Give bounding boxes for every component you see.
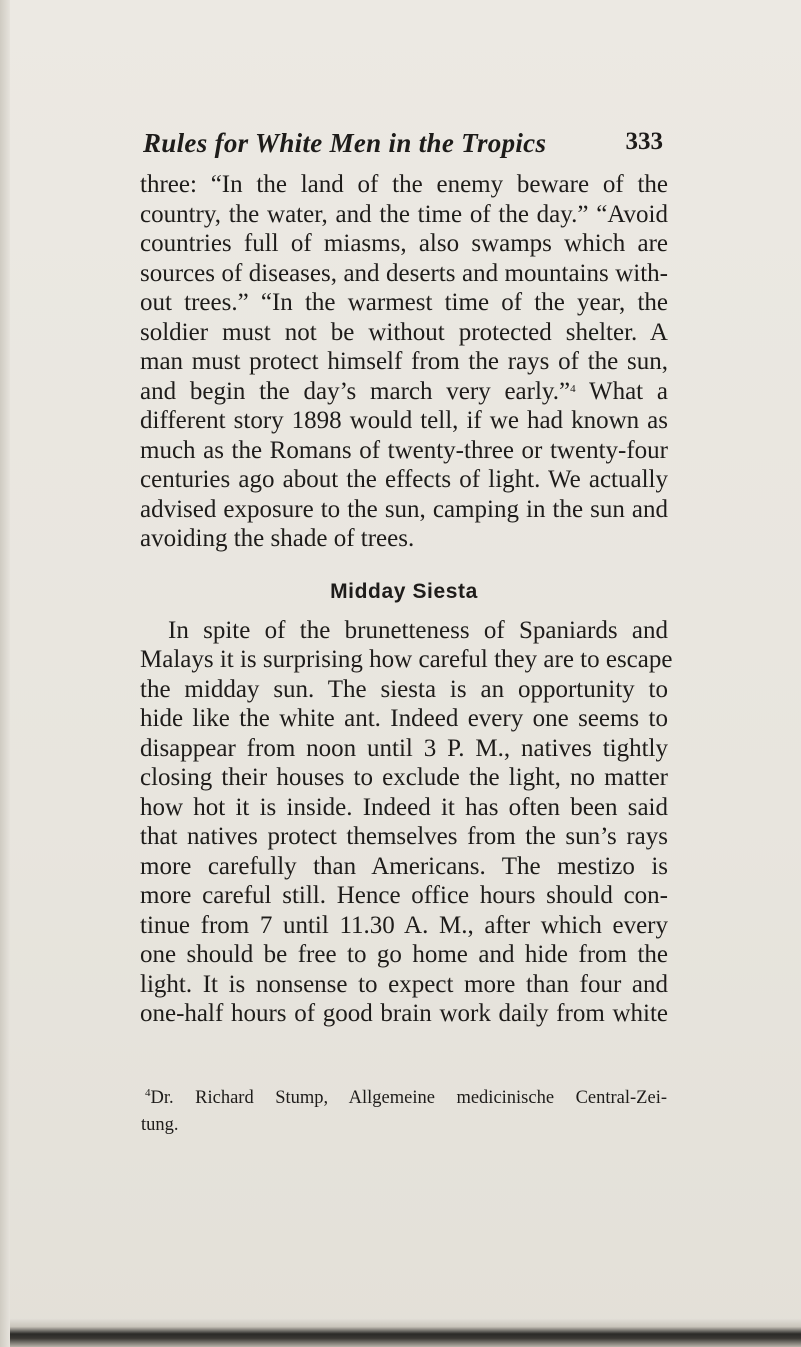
paragraph-line: one-half hours of good brain work daily from white: [140, 1000, 668, 1027]
footnote-text: Dr. Richard Stump, Allgemeine medicinische Central-Zei-: [150, 1088, 667, 1108]
paragraph-line: In spite of the brunetteness of Spaniards and: [168, 616, 668, 644]
paragraph-line: light. It is nonsense to expect more than four and: [140, 970, 668, 998]
footnote-marker: 4: [145, 1087, 151, 1099]
paragraph-line: sources of diseases, and deserts and mountains with-: [140, 259, 668, 287]
footnote-reference: 4: [570, 382, 576, 395]
footnote-line: tung.: [141, 1115, 179, 1135]
paragraph-line: more careful still. Hence office hours should con-: [140, 882, 668, 909]
paragraph-line: country, the water, and the time of the day.” “Avoid: [140, 200, 668, 228]
paragraph-line: man must protect himself from the rays of the sun,: [140, 348, 668, 375]
paragraph-line: the midday sun. The siesta is an opportunity to: [140, 675, 668, 703]
footnote: [141, 1085, 667, 1139]
running-title: Rules for White Men in the Tropics: [143, 128, 547, 158]
line-text: and begin the day’s march very early.”: [140, 377, 571, 405]
page-gutter-shadow: [0, 0, 10, 1347]
paragraph-line: countries full of miasms, also swamps which are: [140, 230, 668, 257]
paragraph-line: how hot it is inside. Indeed it has often been said: [140, 793, 668, 821]
paragraph-line: out trees.” “In the warmest time of the year, the: [140, 289, 668, 316]
paragraph-line: tinue from 7 until 11.30 A. M., after which every: [140, 911, 668, 939]
paragraph-line: Malays it is surprising how careful they are to escape: [140, 646, 673, 673]
body-text: [140, 170, 673, 1029]
running-header: [143, 124, 663, 164]
paragraph-line: different story 1898 would tell, if we had known as: [140, 407, 668, 434]
footnote-line: [141, 1085, 667, 1112]
paragraph-line: centuries ago about the effects of light. We actually: [140, 466, 668, 493]
page-number: 333: [625, 128, 663, 155]
paragraph-line: soldier must not be without protected shelter. A: [140, 318, 668, 346]
paragraph-line: much as the Romans of twenty-three or twenty-four: [140, 436, 668, 464]
paragraph-line-with-footnote-ref: [140, 377, 668, 407]
paragraph-line: three: “In the land of the enemy beware of the: [140, 171, 668, 198]
paragraph-line: advised exposure to the sun, camping in the sun and: [140, 495, 668, 523]
paragraph-line: hide like the white ant. Indeed every one seems to: [140, 705, 668, 732]
page-bottom-edge: [10, 1318, 801, 1347]
line-text-tail: What a: [575, 377, 668, 405]
paragraph-line: avoiding the shade of trees.: [140, 525, 415, 552]
section-heading: Midday Siesta: [330, 579, 478, 603]
paragraph-line: closing their houses to exclude the light, no matter: [140, 764, 668, 791]
paragraph-line: more carefully than Americans. The mestizo is: [140, 852, 668, 880]
paragraph-line: one should be free to go home and hide from the: [140, 941, 668, 968]
paragraph-line: disappear from noon until 3 P. M., natives tightly: [140, 734, 668, 762]
paragraph-line: that natives protect themselves from the sun’s rays: [140, 823, 668, 850]
